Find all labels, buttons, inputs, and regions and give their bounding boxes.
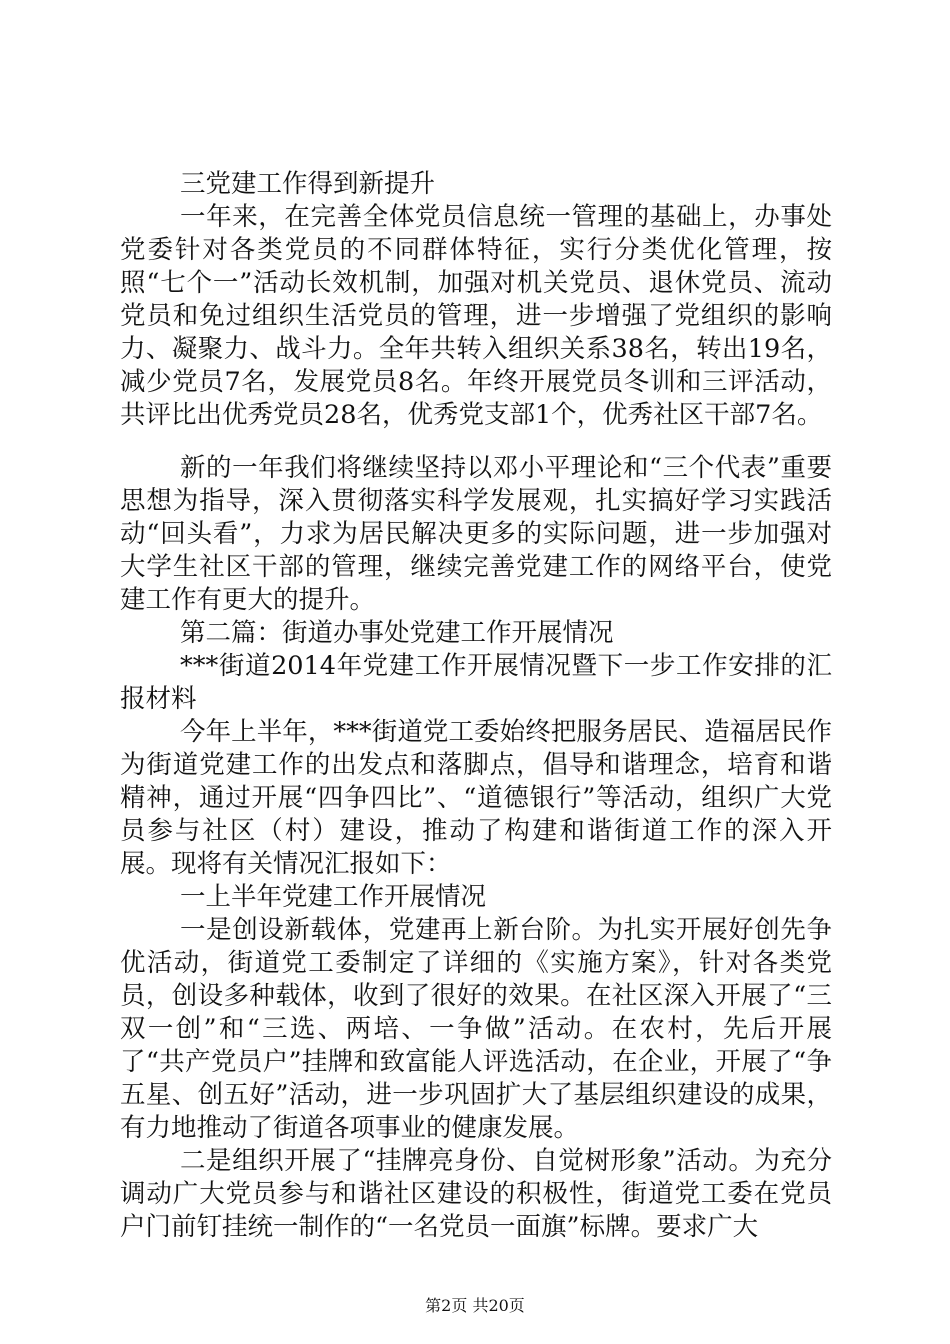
report-title: ***街道2014年党建工作开展情况暨下一步工作安排的汇报材料 — [120, 651, 832, 714]
paragraph-gap — [120, 432, 832, 452]
page-number-footer: 第2页 共20页 — [425, 1296, 525, 1315]
paragraph-party-members-summary: 一年来，在完善全体党员信息统一管理的基础上，办事处党委针对各类党员的不同群体特征，实行分类优化管理，按照“七个一”活动长效机制，加强对机关党员、退休党员、流动党员和免过组织生活党员的管理，进一步增强了党组织的影响力、凝聚力、战斗力。全年共转入组织关系38名，转出19名，减少党员7名，发展党员8名。年终开展党员冬训和三评活动，共评比出优秀党员28名，优秀党支部1个，优秀社区干部7名。 — [120, 202, 832, 430]
document-body — [120, 168, 832, 1244]
paragraph-new-carrier: 一是创设新载体，党建再上新台阶。为扎实开展好创先争优活动，街道党工委制定了详细的《实施方案》，针对各类党员，创设多种载体，收到了很好的效果。在社区深入开展了“三双一创”和“三选、两培、一争做”活动。在农村，先后开展了“共产党员户”挂牌和致富能人评选活动，在企业，开展了“争五星、创五好”活动，进一步巩固扩大了基层组织建设的成果，有力地推动了街道各项事业的健康发展。 — [120, 915, 832, 1143]
paragraph-next-year-plan: 新的一年我们将继续坚持以邓小平理论和“三个代表”重要思想为指导，深入贯彻落实科学发展观，扎实搞好学习实践活动“回头看”，力求为居民解决更多的实际问题，进一步加强对大学生社区干部的管理，继续完善党建工作的网络平台，使党建工作有更大的提升。 — [120, 453, 832, 615]
section-heading-3: 三党建工作得到新提升 — [180, 169, 436, 199]
paragraph-plaque-activity: 二是组织开展了“挂牌亮身份、自觉树形象”活动。为充分调动广大党员参与和谐社区建设的积极性，街道党工委在党员户门前钉挂统一制作的“一名党员一面旗”标牌。要求广大 — [120, 1146, 832, 1242]
paragraph-intro: 今年上半年，***街道党工委始终把服务居民、造福居民作为街道党建工作的出发点和落脚点，倡导和谐理念，培育和谐精神，通过开展“四争四比”、“道德银行”等活动，组织广大党员参与社区（村）建设，推动了构建和谐街道工作的深入开展。现将有关情况汇报如下： — [120, 717, 832, 879]
section-heading-1: 一上半年党建工作开展情况 — [180, 882, 487, 912]
chapter-title-2: 第二篇：街道办事处党建工作开展情况 — [180, 618, 614, 648]
